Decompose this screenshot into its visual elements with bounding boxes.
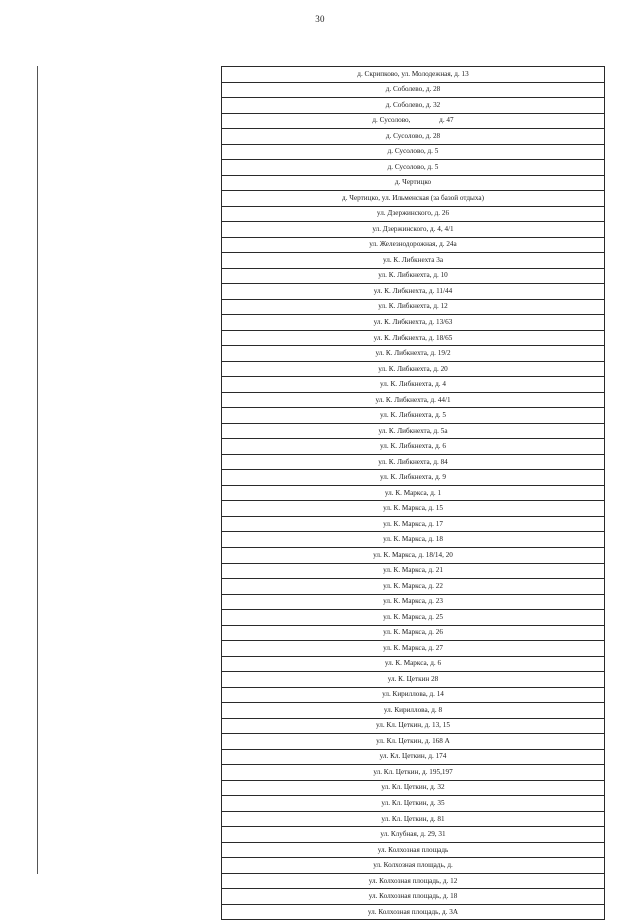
address-cell: д. Соболево, д. 28 [222, 82, 605, 98]
table-row [222, 547, 605, 563]
table-row [222, 904, 605, 920]
table-row [222, 222, 605, 238]
page-number: 30 [315, 14, 325, 24]
address-cell: ул. К. Маркса, д. 25 [222, 610, 605, 626]
address-cell: ул. Дзержинского, д. 26 [222, 206, 605, 222]
table-row [222, 811, 605, 827]
address-cell: ул. Кириллова, д. 8 [222, 703, 605, 719]
table-row [222, 625, 605, 641]
address-cell: ул. Кириллова, д. 14 [222, 687, 605, 703]
table-row [222, 516, 605, 532]
address-table [221, 66, 605, 920]
address-cell: ул. К. Либкнехта, д. 13/63 [222, 315, 605, 331]
address-cell: ул. К. Маркса, д. 1 [222, 485, 605, 501]
address-cell: ул. Кл. Цеткин, д. 35 [222, 796, 605, 812]
table-row [222, 858, 605, 874]
address-cell: ул. К. Либкнехта, д. 44/1 [222, 392, 605, 408]
table-row [222, 594, 605, 610]
address-cell: д. Сусолово, д. 5 [222, 160, 605, 176]
table-row [222, 780, 605, 796]
table-row [222, 703, 605, 719]
address-cell: ул. К. Либкнехта, д. 4 [222, 377, 605, 393]
table-row [222, 392, 605, 408]
table-row [222, 532, 605, 548]
address-cell: ул. К. Маркса, д. 21 [222, 563, 605, 579]
table-row [222, 67, 605, 83]
address-cell: ул. К. Маркса, д. 18/14, 20 [222, 547, 605, 563]
table-row [222, 377, 605, 393]
address-cell: ул. К. Либкнехта, д. 10 [222, 268, 605, 284]
table-row [222, 687, 605, 703]
address-cell: ул. К. Цеткин 28 [222, 672, 605, 688]
address-cell: ул. К. Маркса, д. 18 [222, 532, 605, 548]
address-cell: ул. К. Маркса, д. 22 [222, 579, 605, 595]
table-row [222, 98, 605, 114]
table-row [222, 175, 605, 191]
address-cell: ул. К. Либкнехта, д. 9 [222, 470, 605, 486]
table-row [222, 796, 605, 812]
table-row [222, 641, 605, 657]
address-table-body [222, 67, 605, 920]
table-row [222, 470, 605, 486]
address-cell: ул. Кл. Цеткин, д. 174 [222, 749, 605, 765]
address-cell: ул. К. Либкнехта, д. 84 [222, 454, 605, 470]
table-row [222, 827, 605, 843]
table-row [222, 765, 605, 781]
table-row [222, 253, 605, 269]
table-row [222, 82, 605, 98]
address-cell: ул. К. Маркса, д. 27 [222, 641, 605, 657]
address-cell: ул. К. Маркса, д. 6 [222, 656, 605, 672]
table-row [222, 610, 605, 626]
table-row [222, 268, 605, 284]
table-row [222, 160, 605, 176]
table-row [222, 284, 605, 300]
address-cell: д. Скрипково, ул. Молодежная, д. 13 [222, 67, 605, 83]
address-cell: ул. Кл. Цеткин, д. 195,197 [222, 765, 605, 781]
address-cell: ул. К. Либкнехта, д. 18/65 [222, 330, 605, 346]
table-row [222, 656, 605, 672]
table-row [222, 485, 605, 501]
address-cell: д. Сусолово, д. 5 [222, 144, 605, 160]
address-cell: д. Соболево, д. 32 [222, 98, 605, 114]
address-cell: ул. К. Маркса, д. 15 [222, 501, 605, 517]
table-row [222, 361, 605, 377]
address-cell: ул. К. Либкнехта, д. 20 [222, 361, 605, 377]
table-row [222, 889, 605, 905]
table-row [222, 454, 605, 470]
table-row [222, 563, 605, 579]
table-row [222, 439, 605, 455]
address-cell: ул. Кл. Цеткин, д. 13, 15 [222, 718, 605, 734]
address-cell: ул. К. Либкнехта, д. 5 [222, 408, 605, 424]
table-row [222, 734, 605, 750]
address-cell: ул. Колхозная площадь, д. 3А [222, 904, 605, 920]
table-row [222, 579, 605, 595]
address-cell: д. Чертицко, ул. Ильменская (за базой отдыха) [222, 191, 605, 207]
address-cell: ул. Колхозная площадь, д. 18 [222, 889, 605, 905]
table-row [222, 672, 605, 688]
table-row [222, 408, 605, 424]
address-cell: д. Чертицко [222, 175, 605, 191]
table-row [222, 330, 605, 346]
address-cell: ул. Железнодорожная, д. 24а [222, 237, 605, 253]
address-cell: ул. Дзержинского, д. 4, 4/1 [222, 222, 605, 238]
address-cell: ул. Кл. Цеткин, д. 168 А [222, 734, 605, 750]
table-row [222, 113, 605, 129]
table-row [222, 346, 605, 362]
table-row [222, 423, 605, 439]
table-row [222, 144, 605, 160]
address-cell: ул. К. Либкнехта, д. 11/44 [222, 284, 605, 300]
address-cell: д. Сусолово, д. 28 [222, 129, 605, 145]
address-cell: ул. К. Либкнехта, д. 5а [222, 423, 605, 439]
table-row [222, 315, 605, 331]
address-cell: ул. Колхозная площадь, д. 12 [222, 873, 605, 889]
table-row [222, 129, 605, 145]
table-row [222, 191, 605, 207]
table-row [222, 206, 605, 222]
table-row [222, 718, 605, 734]
address-cell: ул. К. Либкнехта, д. 6 [222, 439, 605, 455]
address-cell: ул. К. Либкнехта 3а [222, 253, 605, 269]
table-row [222, 749, 605, 765]
address-cell: ул. Колхозная площадь, д. [222, 858, 605, 874]
address-cell: ул. Кл. Цеткин, д. 81 [222, 811, 605, 827]
address-cell: ул. Кл. Цеткин, д. 32 [222, 780, 605, 796]
address-cell: д. Сусолово, д. 47 [222, 113, 605, 129]
table-row [222, 873, 605, 889]
address-cell: ул. К. Маркса, д. 17 [222, 516, 605, 532]
left-margin-rule [37, 66, 38, 874]
table-row [222, 237, 605, 253]
address-cell: ул. К. Либкнехта, д. 19/2 [222, 346, 605, 362]
table-row [222, 299, 605, 315]
address-table-container [221, 66, 605, 920]
table-row [222, 842, 605, 858]
address-cell: ул. К. Маркса, д. 23 [222, 594, 605, 610]
address-cell: ул. Колхозная площадь [222, 842, 605, 858]
address-cell: ул. К. Маркса, д. 26 [222, 625, 605, 641]
address-cell: ул. Клубная, д. 29, 31 [222, 827, 605, 843]
table-row [222, 501, 605, 517]
address-cell: ул. К. Либкнехта, д. 12 [222, 299, 605, 315]
